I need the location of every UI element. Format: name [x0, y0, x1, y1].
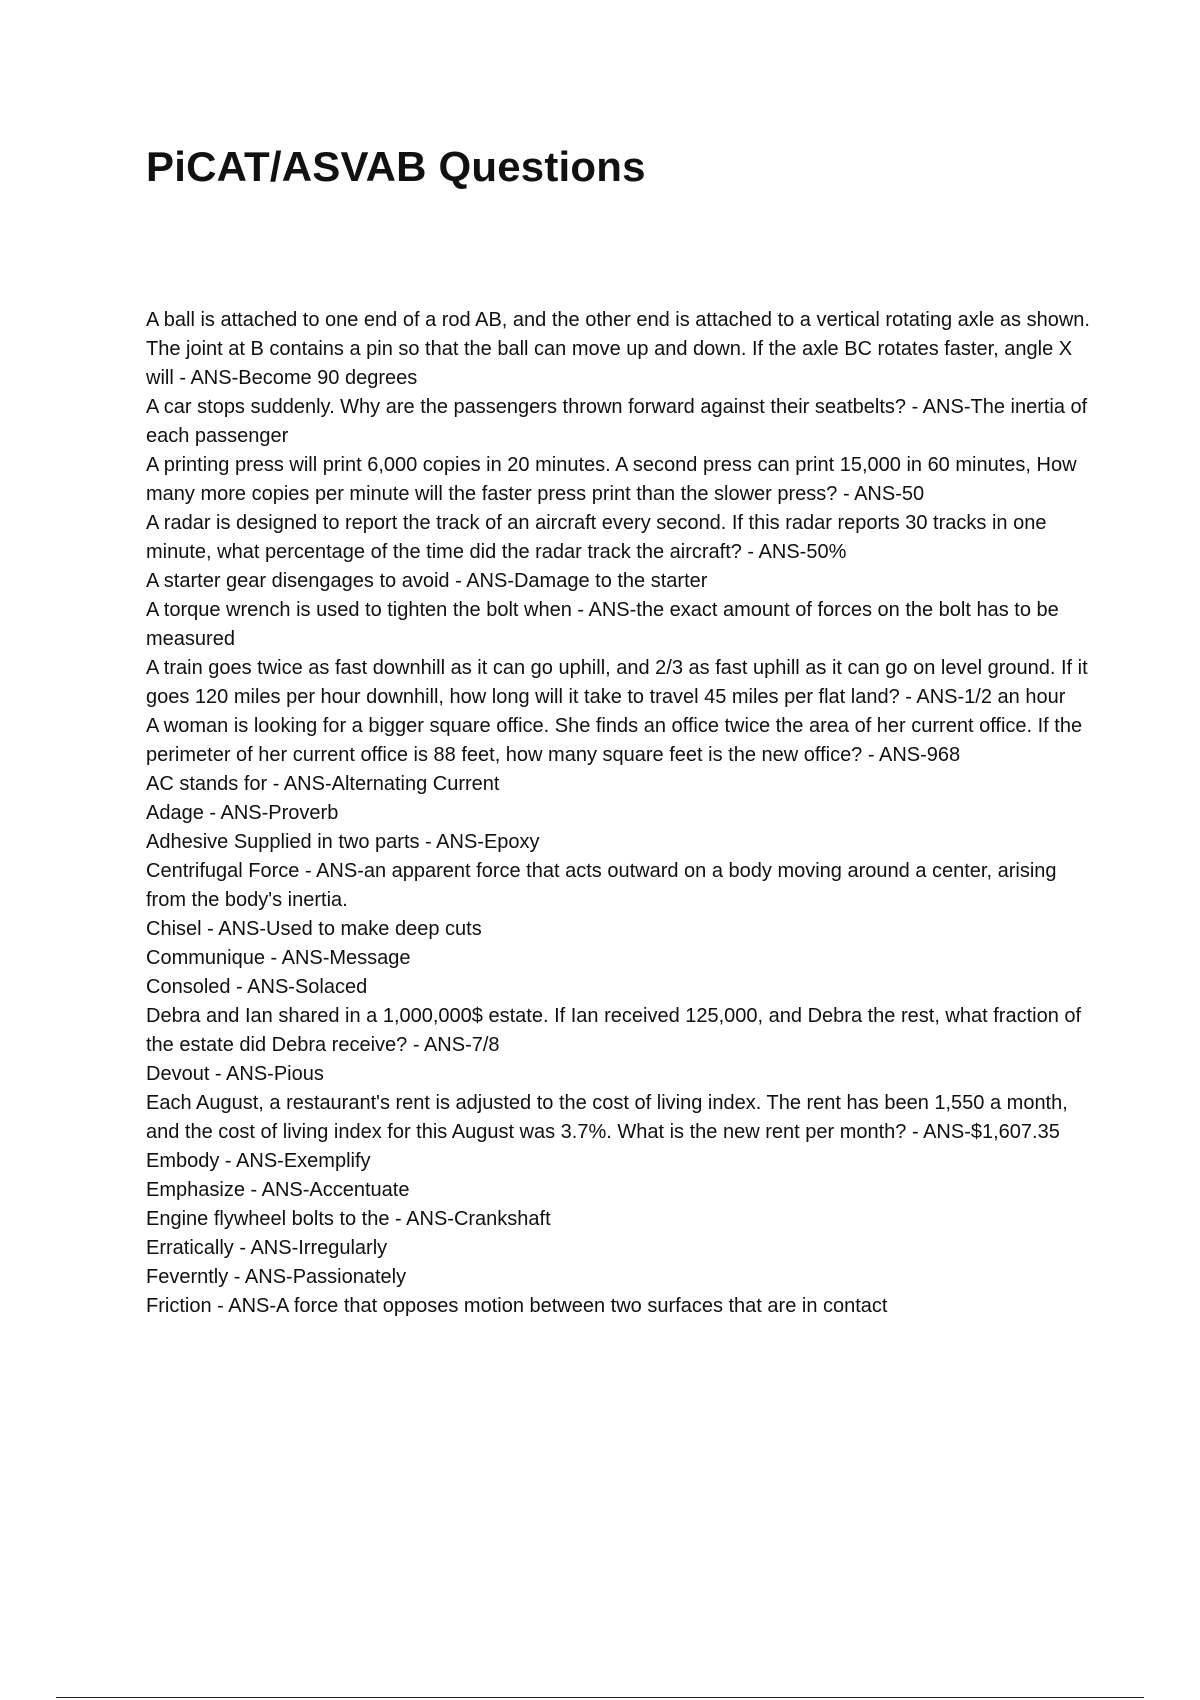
question-item: Each August, a restaurant's rent is adjusted to the cost of living index. The rent has been 1,550 a month, and the cost of living index for this August was 3.7%. What is the new rent per month? - ANS-$1,607.35: [146, 1092, 1068, 1143]
question-item: Adage - ANS-Proverb: [146, 802, 339, 824]
question-item: A train goes twice as fast downhill as it can go uphill, and 2/3 as fast uphill as it can go on level ground. If it goes 120 miles per hour downhill, how long will it take to travel 45 miles per flat land? - ANS-1/2 an hour: [146, 657, 1088, 708]
question-list: [146, 306, 1096, 1321]
question-item: Engine flywheel bolts to the - ANS-Crankshaft: [146, 1208, 551, 1230]
question-item: Friction - ANS-A force that opposes motion between two surfaces that are in contact: [146, 1295, 888, 1317]
question-item: Feverntly - ANS-Passionately: [146, 1266, 407, 1288]
question-item: Consoled - ANS-Solaced: [146, 976, 368, 998]
question-item: A torque wrench is used to tighten the bolt when - ANS-the exact amount of forces on the bolt has to be measured: [146, 599, 1059, 650]
question-item: A starter gear disengages to avoid - ANS-Damage to the starter: [146, 570, 708, 592]
question-item: AC stands for - ANS-Alternating Current: [146, 773, 500, 795]
question-item: A printing press will print 6,000 copies in 20 minutes. A second press can print 15,000 in 60 minutes, How many more copies per minute will the faster press print than the slower press? - ANS-50: [146, 454, 1077, 505]
question-item: A radar is designed to report the track of an aircraft every second. If this radar reports 30 tracks in one minute, what percentage of the time did the radar track the aircraft? - ANS-50%: [146, 512, 1047, 563]
question-item: Chisel - ANS-Used to make deep cuts: [146, 918, 482, 940]
question-item: Embody - ANS-Exemplify: [146, 1150, 371, 1172]
question-item: Debra and Ian shared in a 1,000,000$ estate. If Ian received 125,000, and Debra the rest, what fraction of the estate did Debra receive? - ANS-7/8: [146, 1005, 1082, 1056]
question-item: Centrifugal Force - ANS-an apparent force that acts outward on a body moving around a center, arising from the body's inertia.: [146, 860, 1057, 911]
question-item: A ball is attached to one end of a rod AB, and the other end is attached to a vertical rotating axle as shown. The joint at B contains a pin so that the ball can move up and down. If the axle BC rotates faster, angle X will - ANS-Become 90 degrees: [146, 309, 1090, 389]
question-item: A car stops suddenly. Why are the passengers thrown forward against their seatbelts? - ANS-The inertia of each passenger: [146, 396, 1088, 447]
question-item: Erratically - ANS-Irregularly: [146, 1237, 388, 1259]
question-item: Communique - ANS-Message: [146, 947, 411, 969]
page-title: PiCAT/ASVAB Questions: [146, 143, 646, 190]
question-item: A woman is looking for a bigger square office. She finds an office twice the area of her current office. If the perimeter of her current office is 88 feet, how many square feet is the new office? - ANS-968: [146, 715, 1083, 766]
question-item: Adhesive Supplied in two parts - ANS-Epoxy: [146, 831, 540, 853]
footer-divider: [56, 1697, 1144, 1698]
question-item: Emphasize - ANS-Accentuate: [146, 1179, 410, 1201]
question-item: Devout - ANS-Pious: [146, 1063, 324, 1085]
